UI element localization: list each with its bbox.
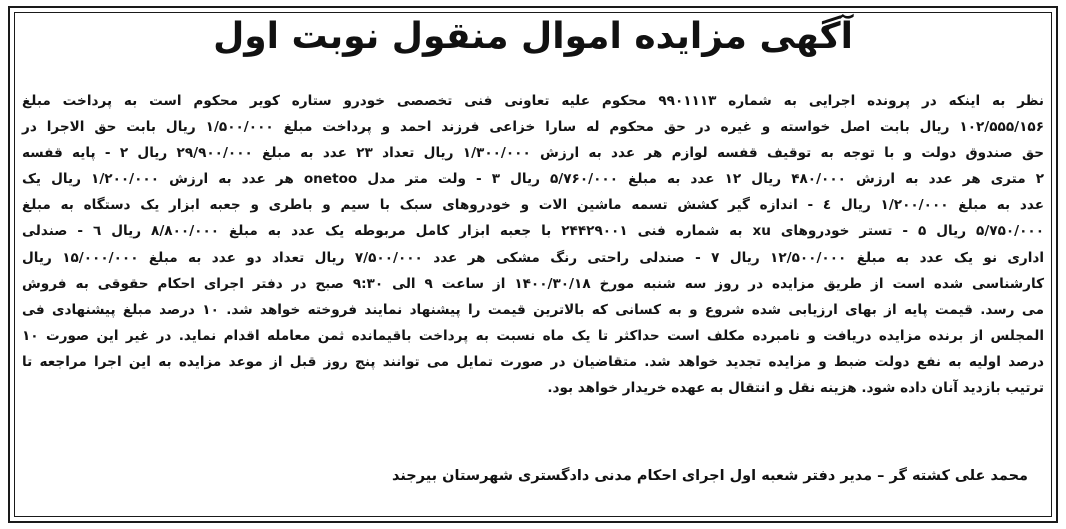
notice-line: حق صندوق دولت و با توجه به توقیف قفسه لوازم هر عدد به ارزش ۱/۳۰۰/۰۰۰ ریال تعداد ۲۳ عدد به مبلغ ۲۹/۹۰۰/۰۰۰ ریال ۲ - پایه قفسه bbox=[22, 145, 1044, 162]
notice-title: آگهی مزایده اموال منقول نوبت اول bbox=[213, 16, 853, 57]
notice-line: المجلس از برنده مزایده دریافت و نامبرده مکلف است حداکثر تا یک ماه نسبت به پرداخت باقیمانده ثمن معامله اقدام نماید. در غیر این صورت ۱۰ bbox=[22, 327, 1044, 344]
notice-line: عدد به مبلغ ۱/۲۰۰/۰۰۰ ریال ٤ - اندازه گیر کشش تسمه ماشین الات و خودروهای سبک با سیم و باطری و جعبه ابزار یک دستگاه به مبلغ bbox=[22, 197, 1045, 214]
notice-line: ۵/۷۵۰/۰۰۰ ریال ۵ - تستر خودروهای xu به شماره فنی ۲۴۴۲۹۰۰۱ با جعبه ابزار کامل مربوطه یک عدد به مبلغ ۸/۸۰۰/۰۰۰ ریال ٦ - صندلی bbox=[22, 223, 1045, 240]
notice-line: ۲ متری هر عدد به ارزش ۴۸۰/۰۰۰ ریال ۱۲ عدد به مبلغ ۵/۷۶۰/۰۰۰ ریال ۳ - ولت متر مدل onetoo هر عدد به ارزش ۱/۲۰۰/۰۰۰ ریال یک bbox=[22, 171, 1044, 188]
notice-line: می رسد. قیمت پایه از بهای ارزیابی شده شروع و به کسانی که بالاترین قیمت را پیشنهاد نمایند فروخته خواهد شد. ۱۰ درصد مبلغ پیشنهادی فی bbox=[22, 301, 1044, 318]
notice-signature: محمد علی کشته گر – مدیر دفتر شعبه اول اجرای احکام مدنی دادگستری شهرستان بیرجند bbox=[391, 468, 1028, 484]
notice-body bbox=[22, 88, 1044, 401]
notice-line: ۱۰۲/۵۵۵/۱۵۶ ریال بابت اصل خواسته و غیره در حق محکوم له سارا خزاعی فرزند احمد و پرداخت مبلغ ۱/۵۰۰/۰۰۰ ریال بابت حق الاجرا در bbox=[22, 119, 1044, 136]
notice-line: کارشناسی شده است از طریق مزایده در روز سه شنبه مورخ ۱۴۰۰/۳۰/۱۸ از ساعت ۹ الی ۹:۳۰ صبح در دفتر اجرای احکام حقوقی به فروش bbox=[22, 275, 1044, 292]
notice-line: درصد اولیه به نفع دولت ضبط و مزایده تجدید خواهد شد. متقاضیان در صورت تمایل می توانند پنج روز قبل از موعد مزایده به این اجرا مراجعه تا bbox=[22, 353, 1044, 370]
notice-line: ترتیب بازدید آنان داده شود. هزینه نقل و انتقال به عهده خریدار خواهد بود. bbox=[547, 380, 1044, 397]
notice-line: اداری نو یک عدد به مبلغ ۱۲/۵۰۰/۰۰۰ ریال ۷ - صندلی راحتی رنگ مشکی هر عدد ۷/۵۰۰/۰۰۰ ریال تعداد دو عدد به مبلغ ۱۵/۰۰۰/۰۰۰ ریال bbox=[22, 249, 1045, 266]
notice-line: نظر به اینکه در پرونده اجرایی به شماره ۹۹۰۱۱۱۳ محکوم علیه تعاونی فنی تخصصی خودرو ستاره کویر محکوم است به پرداخت مبلغ bbox=[22, 93, 1045, 109]
